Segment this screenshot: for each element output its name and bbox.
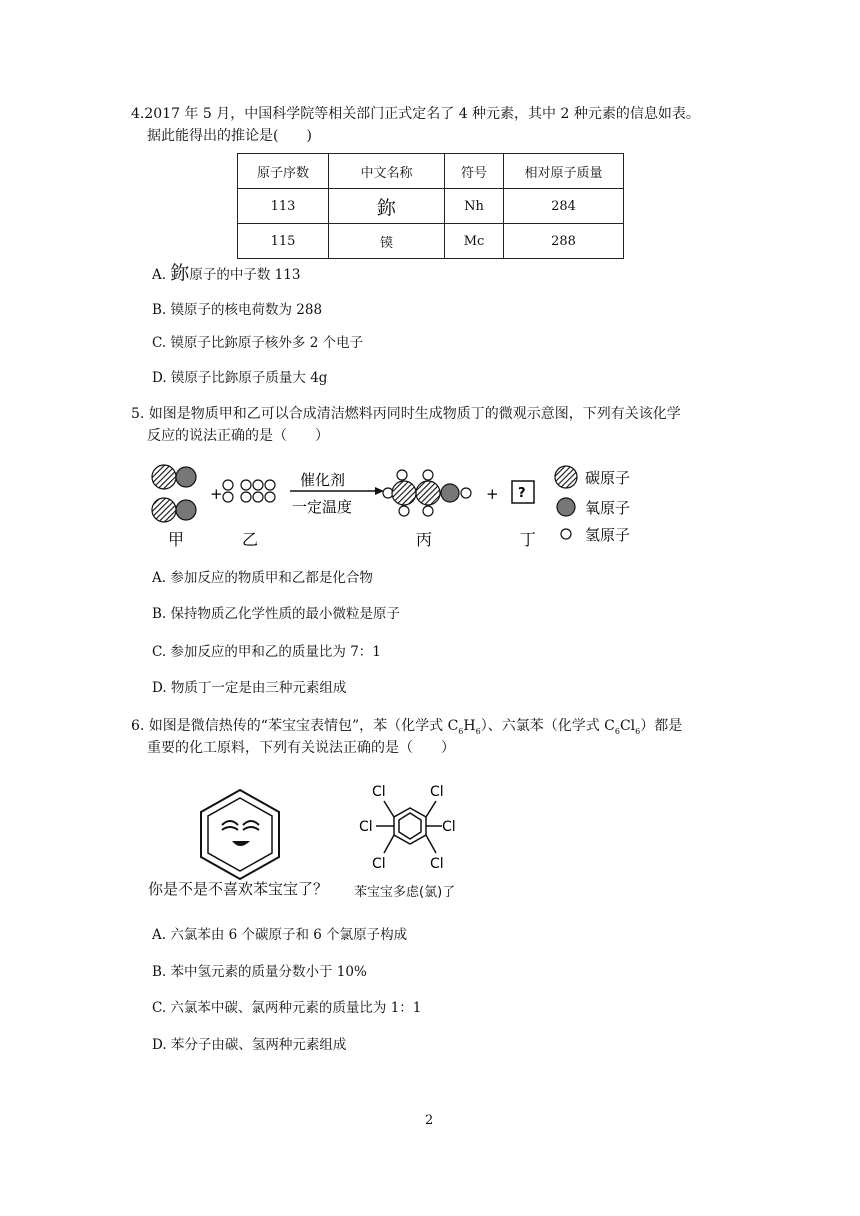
legend [555, 466, 630, 544]
table-cell: Mc [445, 224, 504, 259]
q4-stem-line2: 据此能得出的推论是( ) [147, 128, 312, 144]
subscript: 6 [614, 726, 620, 736]
q4-stem-line1: 4.2017 年 5 月，中国科学院等相关部门正式定名了 4 种元素，其中 2 种元素的信息如表。 [131, 106, 700, 122]
legend-carbon: 碳原子 [585, 469, 631, 487]
table-row [238, 224, 624, 259]
table-cell: 284 [504, 189, 624, 224]
meme-caption-right: 苯宝宝多虑(氯)了 [354, 885, 456, 900]
catalyst-label: 催化剂 [300, 471, 346, 489]
table-header-row [238, 154, 624, 189]
subscript: 6 [635, 726, 641, 736]
plus-sign: + [210, 485, 223, 503]
q5-stem-line1: 5. 如图是物质甲和乙可以合成清洁燃料丙同时生成物质丁的微观示意图，下列有关该化学 [131, 406, 681, 422]
molecule-jia [152, 465, 196, 522]
hexachlorobenzene-structure [376, 801, 442, 853]
label-yi: 乙 [242, 530, 259, 549]
q6-option-b[interactable]: B. 苯中氢元素的质量分数小于 10% [152, 964, 367, 980]
nihonium-char: 鉨 [170, 262, 190, 284]
label-bing: 丙 [416, 530, 433, 549]
cl-label: Cl [359, 819, 373, 835]
cl-label: Cl [442, 819, 456, 835]
legend-hydrogen: 氢原子 [585, 526, 631, 544]
table-cell: Nh [445, 189, 504, 224]
unknown-mark: ? [518, 486, 526, 501]
stem-text: 6. 如图是微信热传的“苯宝宝表情包”，苯（化学式 C [131, 718, 459, 734]
q6-option-a[interactable]: A. 六氯苯由 6 个碳原子和 6 个氯原子构成 [152, 927, 408, 943]
molecule-yi [223, 480, 275, 502]
hydrogen-atom-icon [561, 529, 571, 539]
table-cell: 288 [504, 224, 624, 259]
legend-oxygen: 氧原子 [585, 499, 631, 517]
table-cell: 鉨 [329, 189, 445, 224]
table-header: 中文名称 [329, 154, 445, 189]
subscript: 6 [475, 726, 481, 736]
table-header: 原子序数 [238, 154, 329, 189]
meme-caption-left: 你是不是不喜欢苯宝宝了？ [148, 880, 329, 898]
table-header: 符号 [445, 154, 504, 189]
carbon-atom-icon [555, 466, 577, 488]
q4-option-c[interactable]: C. 镆原子比鉨原子核外多 2 个电子 [152, 335, 364, 351]
q5-stem-line2: 反应的说法正确的是（ ） [147, 428, 329, 444]
q5-option-d[interactable]: D. 物质丁一定是由三种元素组成 [152, 680, 347, 696]
table-cell: 镆 [329, 224, 445, 259]
stem-text: ）、六氯苯（化学式 C [480, 718, 615, 734]
cl-label: Cl [372, 784, 386, 800]
q4-option-d[interactable]: D. 镆原子比鉨原子质量大 4g [152, 370, 328, 386]
cl-label: Cl [372, 856, 386, 872]
benzene-face-icon [201, 790, 279, 879]
molecule-bing [383, 470, 471, 516]
oxygen-atom-icon [557, 498, 575, 516]
cl-label: Cl [430, 856, 444, 872]
page-number: 2 [425, 1113, 434, 1128]
reaction-diagram [140, 455, 660, 555]
option-prefix: A. [152, 267, 171, 283]
plus-sign: + [486, 485, 499, 503]
table-header: 相对原子质量 [504, 154, 624, 189]
q5-option-b[interactable]: B. 保持物质乙化学性质的最小微粒是原子 [152, 606, 401, 622]
cl-label: Cl [430, 784, 444, 800]
table-row [238, 189, 624, 224]
q6-option-d[interactable]: D. 苯分子由碳、氢两种元素组成 [152, 1037, 347, 1053]
table-cell: 113 [238, 189, 329, 224]
table-cell: 115 [238, 224, 329, 259]
subscript: 6 [458, 726, 464, 736]
q4-option-b[interactable]: B. 镆原子的核电荷数为 288 [152, 302, 323, 318]
q5-option-c[interactable]: C. 参加反应的甲和乙的质量比为 7：1 [152, 644, 381, 660]
q6-option-c[interactable]: C. 六氯苯中碳、氯两种元素的质量比为 1：1 [152, 1000, 422, 1016]
q4-option-a[interactable] [152, 263, 300, 285]
label-ding: 丁 [520, 530, 537, 549]
stem-text: ）都是 [640, 718, 683, 734]
stem-text: Cl [619, 718, 636, 734]
element-info-table [237, 153, 624, 259]
option-text: 原子的中子数 113 [189, 267, 301, 283]
q5-option-a[interactable]: A. 参加反应的物质甲和乙都是化合物 [152, 570, 373, 586]
label-jia: 甲 [168, 530, 185, 549]
temperature-label: 一定温度 [292, 498, 353, 516]
stem-text: H [463, 718, 476, 734]
q6-stem-line2: 重要的化工原料，下列有关说法正确的是（ ） [147, 740, 455, 756]
